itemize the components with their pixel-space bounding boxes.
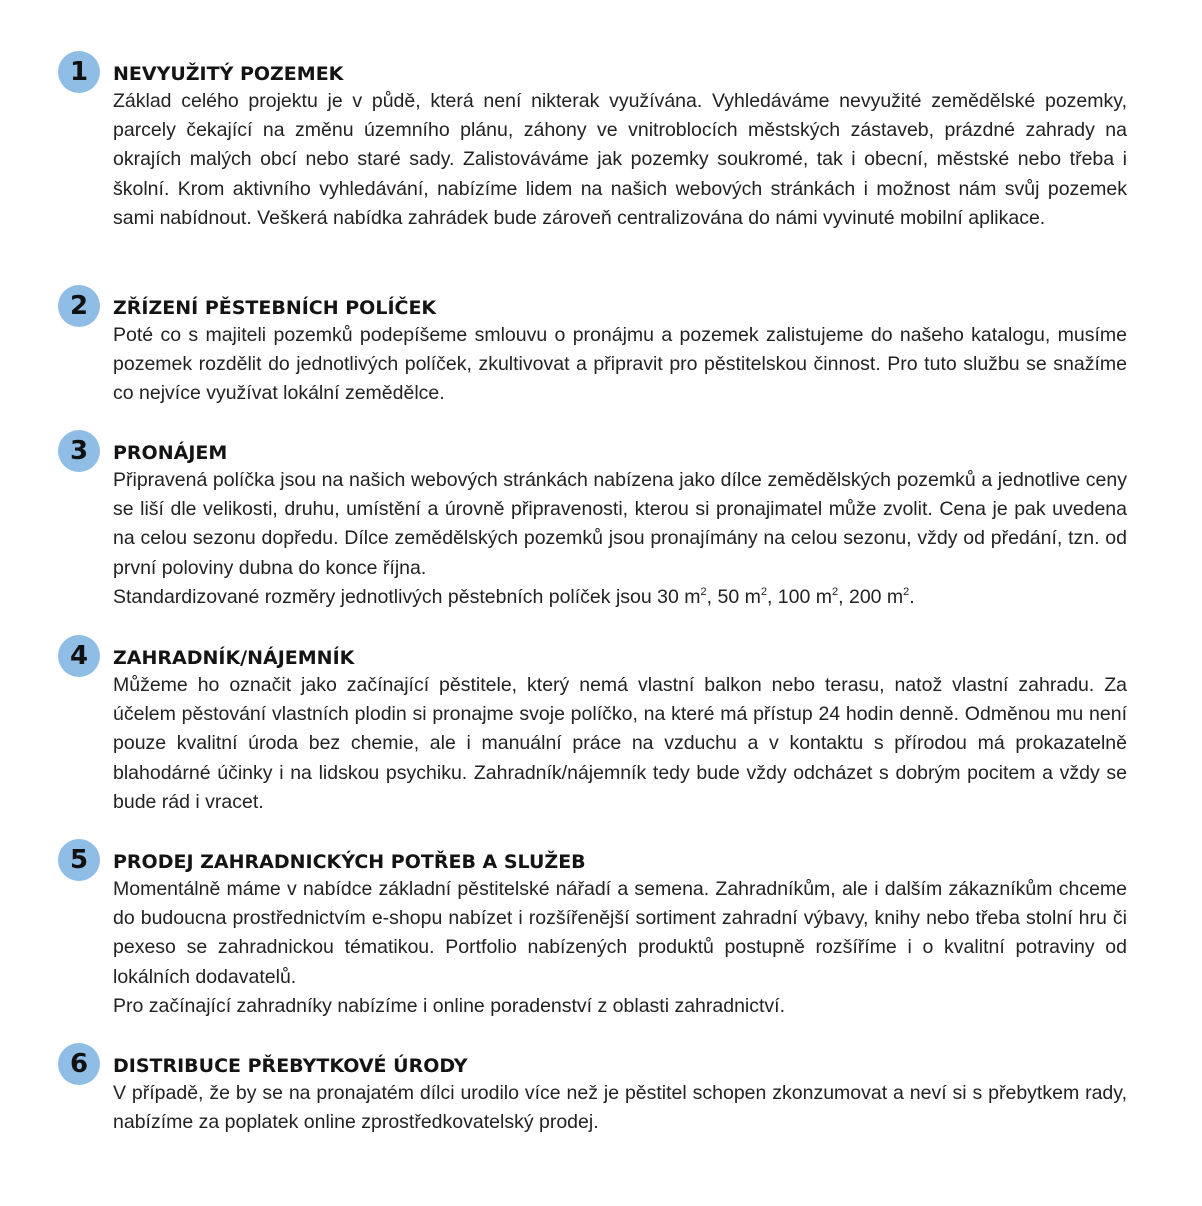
plot-size: 50 m	[717, 585, 761, 608]
number-badge: 6	[58, 1043, 100, 1085]
section-paragraph: Pro začínající zahradníky nabízíme i online poradenství z oblasti zahradnictví.	[113, 994, 786, 1017]
section-title: DISTRIBUCE PŘEBYTKOVÉ ÚRODY	[113, 1055, 468, 1077]
section-paragraph: V případě, že by se na pronajatém dílci urodilo více než je pěstitel schopen zkonzumovat a neví si s přebytkem rady, nabízíme za poplatek online zprostředkovatelský prodej.	[113, 1082, 1127, 1134]
plot-size: 30 m	[657, 585, 701, 608]
number-badge: 3	[58, 430, 100, 472]
section-paragraph: Momentálně máme v nabídce základní pěstitelské nářadí a semena. Zahradníkům, ale i dalším zákazníkům chceme do budoucna prostřednictvím e-shopu nabízet i rozšířenější sortiment zahradní výbavy, knihy nebo třeba stolní hru či pexeso se zahradnickou tématikou. Portfolio nabízených produktů postupně rozšíříme i o kvalitní potraviny od lokálních dodavatelů.	[113, 878, 1127, 988]
plot-sizes-prefix: Standardizované rozměry jednotlivých pěstebních políček jsou	[113, 585, 652, 608]
plot-size: 100 m	[777, 585, 832, 608]
exponent: 2	[832, 585, 839, 598]
section-title: NEVYUŽITÝ POZEMEK	[113, 63, 344, 85]
section-paragraph: Základ celého projektu je v půdě, která není nikterak využívána. Vyhledáváme nevyužité zemědělské pozemky, parcely čekající na změnu územního plánu, záhony ve vnitroblocích městských zástaveb, prázdné zahrady na okrajích malých obcí nebo staré sady. Zalistováváme jak pozemky soukromé, tak i obecní, městské nebo třeba i školní. Krom aktivního vyhledávání, nabízíme lidem na našich webových stránkách i možnost nám svůj pozemek sami nabídnout. Veškerá nabídka zahrádek bude zároveň centralizována do námi vyvinuté mobilní aplikace.	[113, 90, 1127, 229]
exponent: 2	[760, 585, 767, 598]
section-paragraph: Připravená políčka jsou na našich webových stránkách nabízena jako dílce zemědělských pozemků a jednotlive ceny se liší dle velikosti, druhu, umístění a úrovně připravenosti, kterou si pronajimatel může zvolit. Cena je pak uvedena na celou sezonu dopředu. Dílce zemědělských pozemků jsou pronajímány na celou sezonu, vždy od předání, tzn. od první poloviny dubna do konce října.	[113, 469, 1127, 579]
section-paragraph: Poté co s majiteli pozemků podepíšeme smlouvu o pronájmu a pozemek zalistujeme do našeho katalogu, musíme pozemek rozdělit do jednotlivých políček, zkultivovat a připravit pro pěstitelskou činnost. Pro tuto službu se snažíme co nejvíce využívat lokální zemědělce.	[113, 324, 1127, 405]
section-title: ZŘÍZENÍ PĚSTEBNÍCH POLÍČEK	[113, 297, 437, 319]
exponent: 2	[700, 585, 707, 598]
number-badge: 2	[58, 285, 100, 327]
number-badge: 5	[58, 839, 100, 881]
plot-sizes-line: Standardizované rozměry jednotlivých pěstebních políček jsou 30 $m^2$, 50 $m^2$, 100 $m^2$, 200 $m^2$.	[113, 585, 915, 608]
section-paragraph: Můžeme ho označit jako začínající pěstitele, který nemá vlastní balkon nebo terasu, natož vlastní zahradu. Za účelem pěstování vlastních plodin si pronajme svoje políčko, na které má přístup 24 hodin denně. Odměnou mu není pouze kvalitní úroda bez chemie, ale i manuální práce na vzduchu a v kontaktu s přírodou má prokazatelně blahodárné účinky i na lidskou psychiku. Zahradník/nájemník tedy bude vždy odcházet s dobrým pocitem a vždy se bude rád i vracet.	[113, 674, 1127, 813]
section-title: PRONÁJEM	[113, 442, 228, 464]
section-title: ZAHRADNÍK/NÁJEMNÍK	[113, 647, 355, 669]
exponent: 2	[903, 585, 910, 598]
plot-size: 200 m	[848, 585, 904, 608]
number-badge: 4	[58, 635, 100, 677]
section-title: PRODEJ ZAHRADNICKÝCH POTŘEB A SLUŽEB	[113, 851, 586, 873]
number-badge: 1	[58, 51, 100, 93]
